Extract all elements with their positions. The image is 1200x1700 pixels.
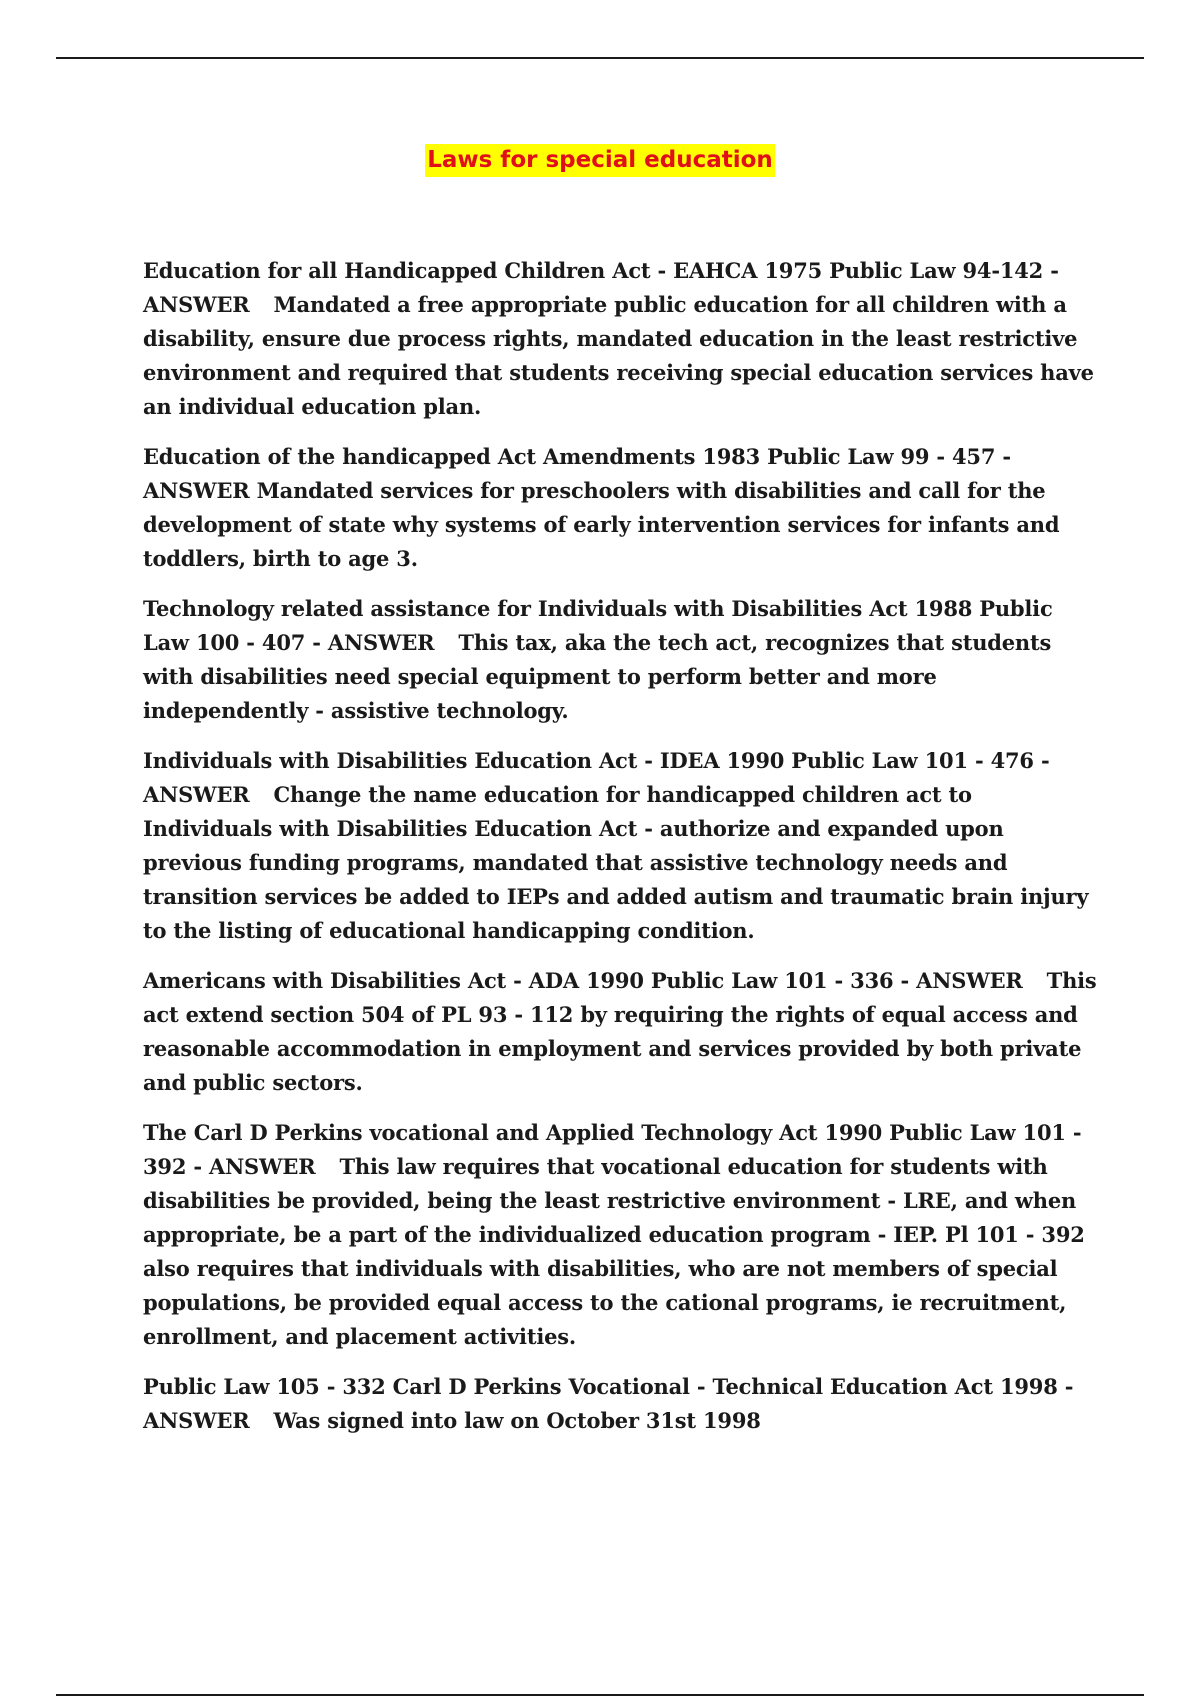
entries-list <box>143 254 1098 1454</box>
entry-question: The Carl D Perkins vocational and Applied Technology Act 1990 Public Law 101 - 392 - ANSWER <box>143 1120 1082 1179</box>
entry-perkins-1998 <box>143 1370 1098 1438</box>
entry-answer: Was signed into law on October 31st 1998 <box>273 1408 761 1433</box>
entry-answer: Mandated a free appropriate public education for all children with a disability, ensure due process rights, mandated education in the least restrictive environment and required that students receiving special education services have an individual education plan. <box>143 292 1094 419</box>
entry-perkins-1990 <box>143 1116 1098 1354</box>
entry-question: Education of the handicapped Act Amendments 1983 Public Law 99 - 457 - ANSWER <box>143 444 1011 503</box>
entry-question: Technology related assistance for Individuals with Disabilities Act 1988 Public Law 100 - 407 - ANSWER <box>143 596 1053 655</box>
entry-question: Education for all Handicapped Children Act - EAHCA 1975 Public Law 94-142 - ANSWER <box>143 258 1059 317</box>
entry-eahca <box>143 254 1098 424</box>
entry-question: Americans with Disabilities Act - ADA 1990 Public Law 101 - 336 - ANSWER <box>143 968 1023 993</box>
entry-answer: Mandated services for preschoolers with disabilities and call for the development of state why systems of early intervention services for infants and toddlers, birth to age 3. <box>143 478 1060 571</box>
entry-ada <box>143 964 1098 1100</box>
entry-question: Public Law 105 - 332 Carl D Perkins Vocational - Technical Education Act 1998 - ANSWER <box>143 1374 1074 1433</box>
entry-tech-act <box>143 592 1098 728</box>
entry-answer: Change the name education for handicapped children act to Individuals with Disabilities Education Act - authorize and expanded upon previous funding programs, mandated that assistive technology needs and transition services be added to IEPs and added autism and traumatic brain injury to the listing of educational handicapping condition. <box>143 782 1089 943</box>
title-container <box>0 144 1200 177</box>
entry-answer: This law requires that vocational education for students with disabilities be provided, being the least restrictive environment - LRE, and when appropriate, be a part of the individualized education program - IEP. Pl 101 - 392 also requires that individuals with disabilities, who are not members of special populations, be provided equal access to the cational programs, ie recruitment, enrollment, and placement activities. <box>143 1154 1085 1349</box>
entry-answer: This tax, aka the tech act, recognizes that students with disabilities need special equipment to perform better and more independently - assistive technology. <box>143 630 1052 723</box>
entry-answer: This act extend section 504 of PL 93 - 112 by requiring the rights of equal access and reasonable accommodation in employment and services provided by both private and public sectors. <box>143 968 1097 1095</box>
bottom-rule <box>56 1694 1144 1696</box>
page-title: Laws for special education <box>425 144 775 177</box>
top-rule <box>56 57 1144 59</box>
entry-eha-amendments <box>143 440 1098 576</box>
entry-question: Individuals with Disabilities Education Act - IDEA 1990 Public Law 101 - 476 - ANSWER <box>143 748 1050 807</box>
entry-idea <box>143 744 1098 948</box>
